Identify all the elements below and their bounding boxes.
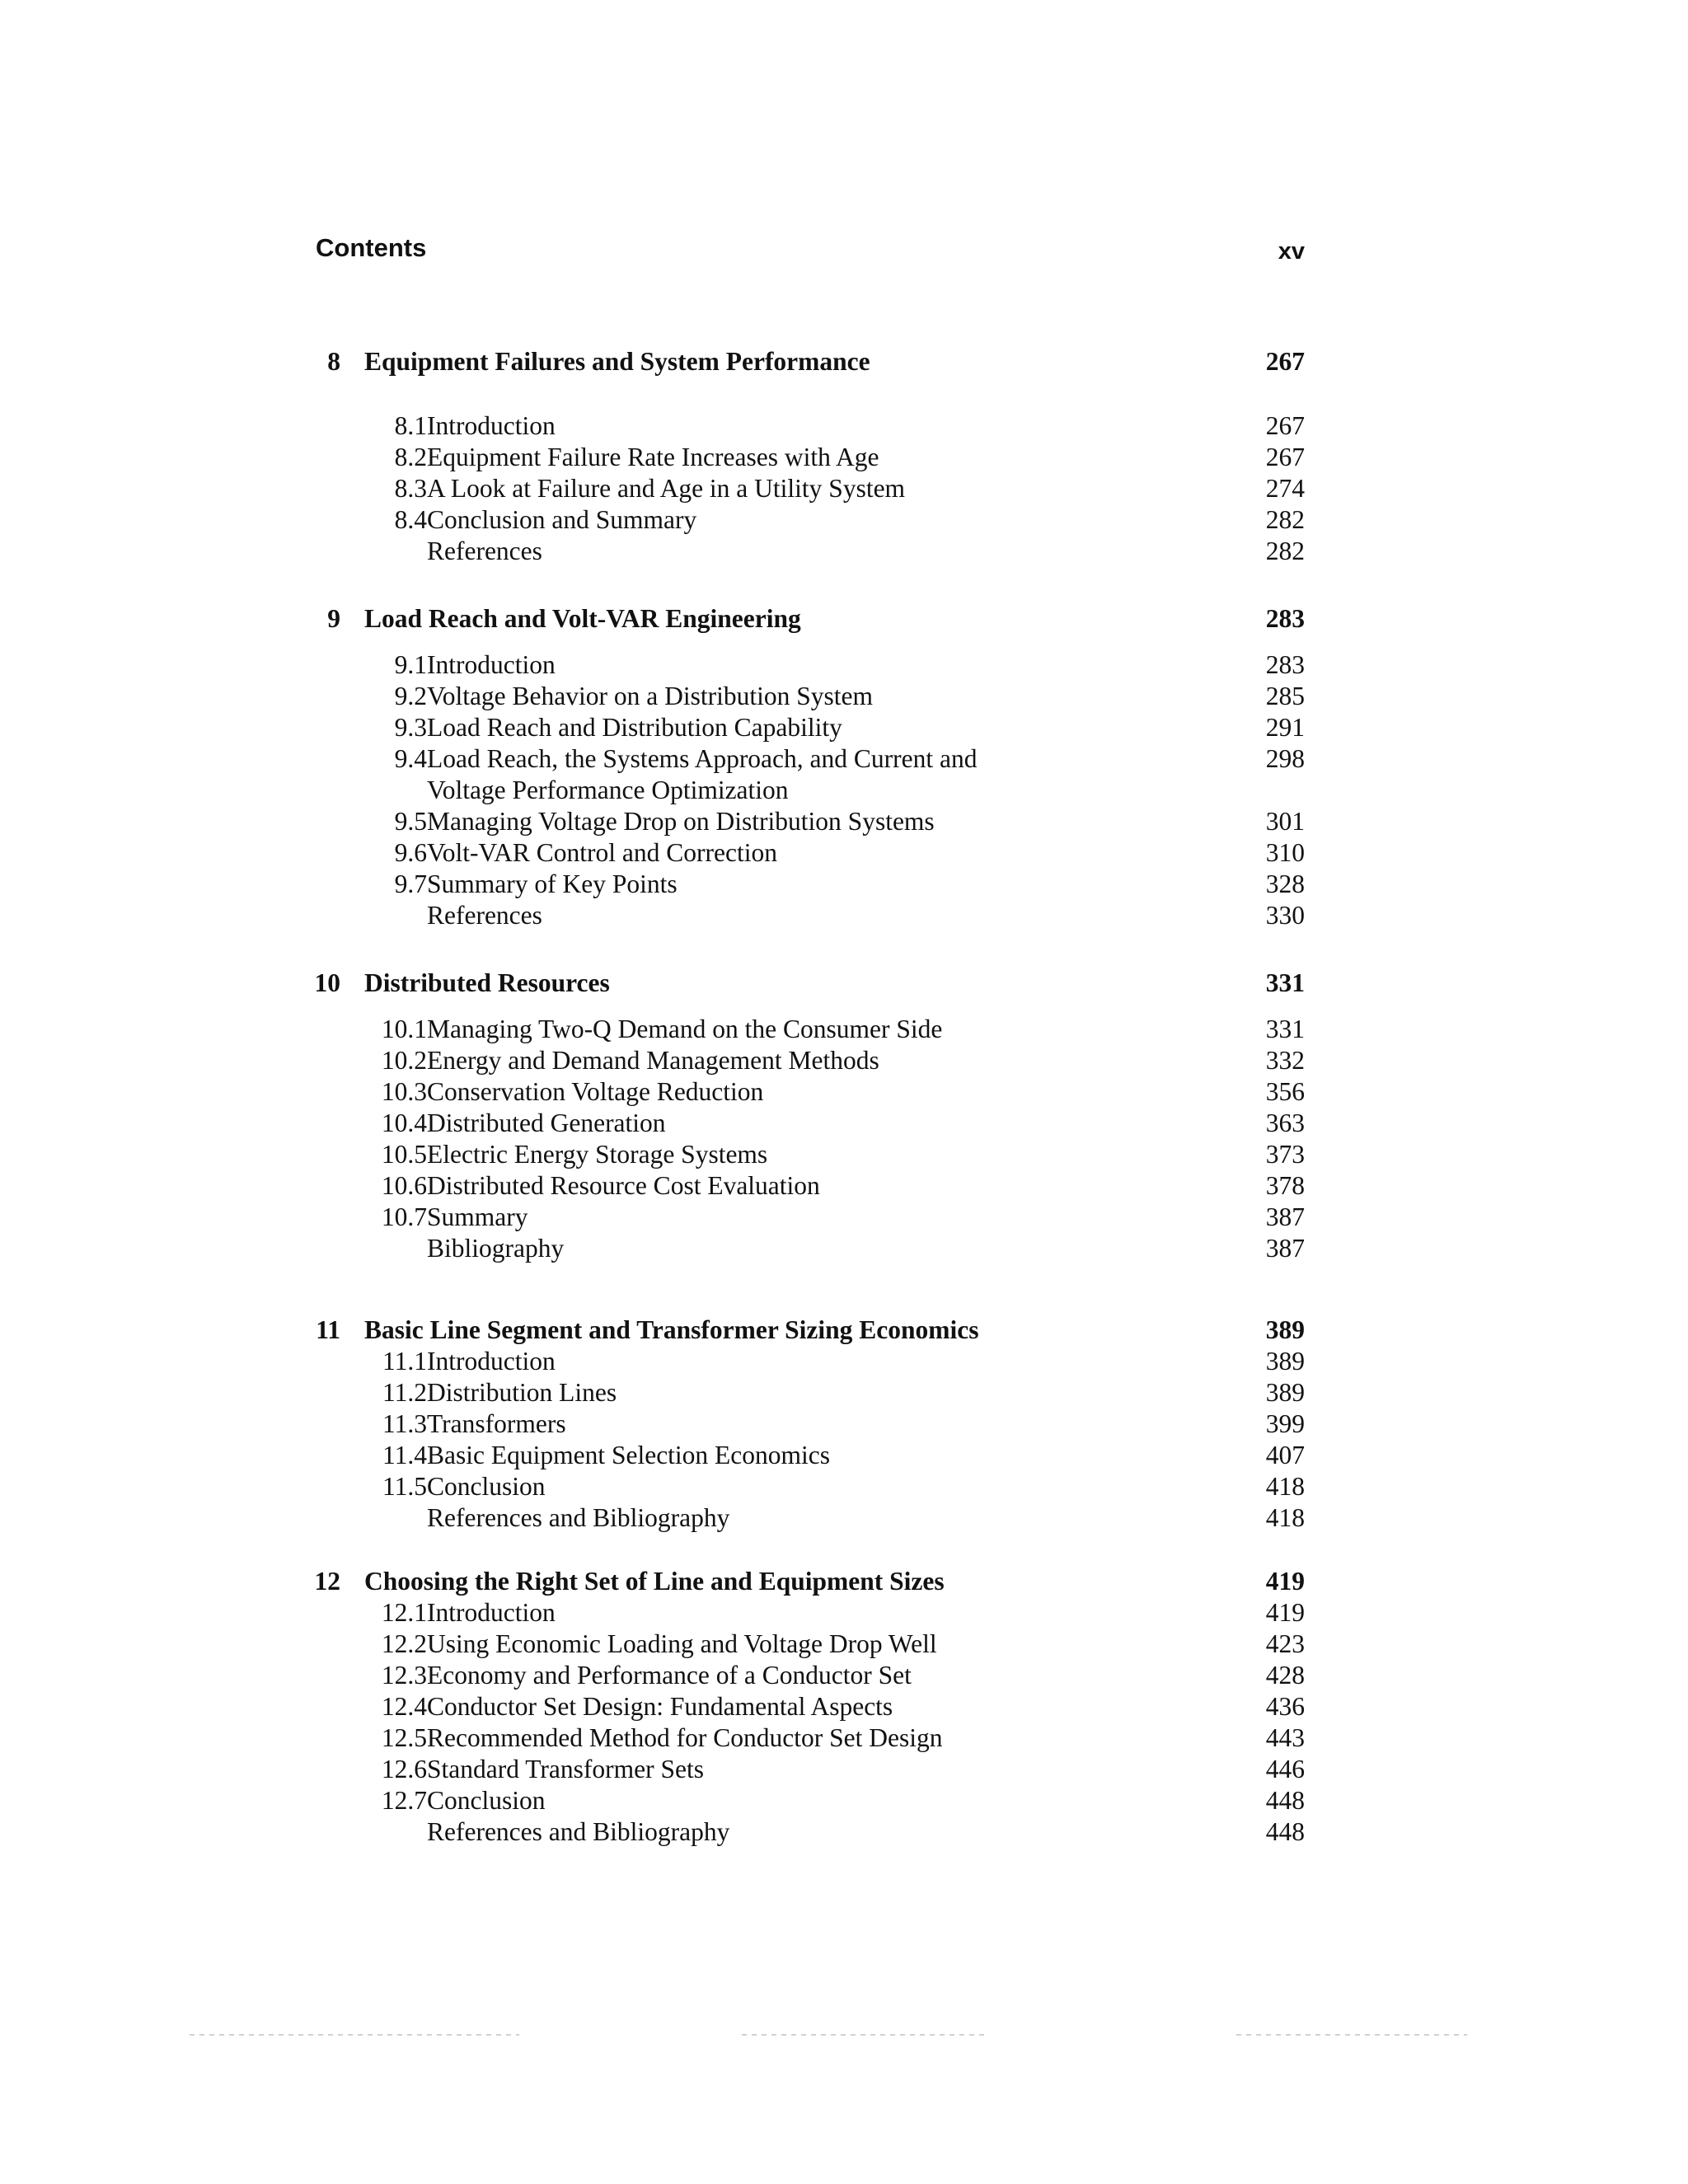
toc-section-entry[interactable]	[316, 1785, 1305, 1816]
section-page-number: 331	[1265, 1015, 1305, 1043]
section-number: 10.5	[381, 1140, 427, 1169]
toc-section-entry[interactable]	[316, 837, 1305, 869]
chapter-page-number: 419	[1265, 1567, 1305, 1596]
section-title: Conservation Voltage Reduction	[427, 1077, 764, 1106]
section-number: 11.4	[382, 1441, 427, 1469]
section-page-number: 418	[1265, 1472, 1305, 1501]
section-page-number: 363	[1265, 1108, 1305, 1137]
section-number: 9.5	[394, 807, 427, 836]
section-number: 10.3	[381, 1077, 427, 1106]
section-number: 12.1	[381, 1598, 427, 1627]
toc-section-entry[interactable]	[316, 442, 1305, 473]
toc-section-entry[interactable]	[316, 1597, 1305, 1629]
section-title: References	[427, 901, 542, 930]
toc-section-entry[interactable]	[316, 1660, 1305, 1691]
section-number: 12.2	[381, 1629, 427, 1658]
section-page-number: 389	[1265, 1378, 1305, 1407]
section-number: 11.5	[382, 1472, 427, 1501]
toc-section-entry[interactable]	[316, 473, 1305, 504]
toc-section-list	[316, 649, 1305, 931]
scan-artifact-line	[742, 2034, 989, 2036]
toc-section-list	[316, 1014, 1305, 1264]
section-page-number: 418	[1265, 1503, 1305, 1532]
chapter-number: 9	[327, 604, 340, 633]
section-title: Summary	[427, 1202, 528, 1231]
section-number: 12.4	[381, 1692, 427, 1721]
toc-chapter	[314, 1566, 1305, 1846]
section-title: Electric Energy Storage Systems	[427, 1140, 768, 1169]
toc-section-entry[interactable]	[316, 712, 1305, 743]
section-page-number: 443	[1265, 1723, 1305, 1752]
section-page-number: 423	[1265, 1629, 1305, 1658]
toc-section-entry[interactable]	[316, 1722, 1305, 1754]
toc-section-entry[interactable]	[316, 1346, 1305, 1377]
toc-chapter-heading[interactable]	[316, 1566, 1305, 1597]
section-page-number: 387	[1265, 1202, 1305, 1231]
section-page-number: 291	[1265, 713, 1305, 742]
scan-artifact-line	[1236, 2034, 1467, 2036]
scan-artifact-line	[190, 2034, 519, 2036]
section-page-number: 267	[1265, 443, 1305, 471]
section-page-number: 448	[1265, 1786, 1305, 1815]
chapter-page-number: 389	[1265, 1315, 1305, 1344]
section-page-number: 407	[1265, 1441, 1305, 1469]
section-title: Distribution Lines	[427, 1378, 617, 1407]
toc-section-entry[interactable]	[316, 869, 1305, 900]
section-number: 12.7	[381, 1786, 427, 1815]
section-number: 11.3	[382, 1409, 427, 1438]
section-page-number: 301	[1265, 807, 1305, 836]
section-number: 9.2	[394, 682, 427, 710]
section-number: 9.6	[394, 838, 427, 867]
section-page-number: 330	[1265, 901, 1305, 930]
toc-section-entry[interactable]	[316, 1471, 1305, 1502]
toc-section-entry[interactable]	[316, 806, 1305, 837]
section-title: Basic Equipment Selection Economics	[427, 1441, 831, 1469]
toc-section-entry[interactable]	[316, 1076, 1305, 1108]
section-title: Voltage Behavior on a Distribution System	[427, 682, 873, 710]
section-page-number: 387	[1265, 1234, 1305, 1263]
running-header-page-number: xv	[1278, 238, 1305, 265]
page-header	[316, 233, 1305, 274]
section-number: 12.6	[381, 1755, 427, 1783]
toc-section-list	[316, 1597, 1305, 1848]
section-title: Conclusion and Summary	[427, 505, 697, 534]
section-page-number: 356	[1265, 1077, 1305, 1106]
section-title: Conclusion	[427, 1786, 546, 1815]
toc-section-list	[316, 410, 1305, 567]
section-title: Introduction	[427, 411, 556, 440]
toc-section-entry[interactable]	[316, 504, 1305, 536]
toc-section-entry[interactable]	[316, 1377, 1305, 1408]
toc-chapter-heading[interactable]	[316, 346, 1305, 377]
section-page-number: 267	[1265, 411, 1305, 440]
toc-chapter	[316, 603, 1305, 930]
toc-section-entry[interactable]	[316, 1440, 1305, 1471]
toc-section-entry[interactable]	[316, 1629, 1305, 1660]
section-title: Introduction	[427, 1598, 556, 1627]
toc-section-entry[interactable]	[316, 743, 1305, 806]
section-page-number: 448	[1265, 1817, 1305, 1846]
section-title: Load Reach and Distribution Capability	[427, 713, 842, 742]
running-header-title: Contents	[316, 233, 427, 262]
toc-section-entry[interactable]	[316, 900, 1305, 931]
section-number: 11.1	[382, 1347, 427, 1376]
section-number: 9.1	[394, 650, 427, 679]
section-page-number: 274	[1265, 474, 1305, 503]
toc-section-entry[interactable]	[316, 1108, 1305, 1139]
toc-section-entry[interactable]	[316, 410, 1305, 442]
chapter-number: 8	[327, 347, 340, 376]
section-title: Distributed Generation	[427, 1108, 666, 1137]
section-number: 10.2	[381, 1046, 427, 1075]
section-page-number: 419	[1265, 1598, 1305, 1627]
section-number: 8.4	[394, 505, 427, 534]
section-title: Energy and Demand Management Methods	[427, 1046, 879, 1075]
chapter-title: Distributed Resources	[364, 968, 610, 997]
section-page-number: 282	[1265, 537, 1305, 565]
chapter-title: Choosing the Right Set of Line and Equipment Sizes	[364, 1567, 945, 1596]
chapter-number: 12	[314, 1567, 340, 1596]
toc-section-entry[interactable]	[316, 1408, 1305, 1440]
section-title: A Look at Failure and Age in a Utility System	[427, 474, 906, 503]
chapter-title: Equipment Failures and System Performance	[364, 347, 870, 376]
section-number: 9.3	[394, 713, 427, 742]
section-number: 10.7	[381, 1202, 427, 1231]
section-title: Introduction	[427, 650, 556, 679]
section-page-number: 298	[1265, 744, 1305, 773]
section-title: Using Economic Loading and Voltage Drop Well	[427, 1629, 937, 1658]
section-title: Distributed Resource Cost Evaluation	[427, 1171, 820, 1200]
section-title: Load Reach, the Systems Approach, and Current and Voltage Performance Optimization	[427, 744, 978, 804]
section-title: Transformers	[427, 1409, 566, 1438]
toc-chapter-heading[interactable]	[316, 603, 1305, 635]
toc-section-entry[interactable]	[316, 1754, 1305, 1785]
toc-chapter	[316, 346, 1305, 565]
section-number: 9.7	[394, 869, 427, 898]
section-page-number: 389	[1265, 1347, 1305, 1376]
section-title: References and Bibliography	[427, 1817, 730, 1846]
section-page-number: 332	[1265, 1046, 1305, 1075]
toc-section-entry[interactable]	[316, 1014, 1305, 1045]
section-page-number: 283	[1265, 650, 1305, 679]
toc-chapter	[314, 968, 1305, 1263]
section-number: 11.2	[382, 1378, 427, 1407]
toc-section-entry[interactable]	[316, 536, 1305, 567]
section-title: Managing Voltage Drop on Distribution Systems	[427, 807, 935, 836]
section-title: Recommended Method for Conductor Set Design	[427, 1723, 943, 1752]
section-title: Conductor Set Design: Fundamental Aspects	[427, 1692, 893, 1721]
section-title: References	[427, 537, 542, 565]
section-number: 10.1	[381, 1015, 427, 1043]
section-number: 9.4	[394, 744, 427, 773]
section-title: Bibliography	[427, 1234, 565, 1263]
section-number: 10.4	[381, 1108, 427, 1137]
section-page-number: 428	[1265, 1661, 1305, 1690]
section-title: Volt-VAR Control and Correction	[427, 838, 777, 867]
section-number: 8.2	[394, 443, 427, 471]
section-number: 8.3	[394, 474, 427, 503]
toc-section-entry[interactable]	[316, 1691, 1305, 1722]
section-page-number: 310	[1265, 838, 1305, 867]
toc-section-entry[interactable]	[316, 1816, 1305, 1848]
chapter-title: Load Reach and Volt-VAR Engineering	[364, 604, 801, 633]
section-title: Equipment Failure Rate Increases with Age	[427, 443, 879, 471]
section-title: Introduction	[427, 1347, 556, 1376]
chapter-page-number: 283	[1265, 604, 1305, 633]
toc-section-entry[interactable]	[316, 1139, 1305, 1170]
section-title: Summary of Key Points	[427, 869, 678, 898]
section-number: 12.3	[381, 1661, 427, 1690]
section-page-number: 328	[1265, 869, 1305, 898]
section-title: Conclusion	[427, 1472, 546, 1501]
section-title: Economy and Performance of a Conductor Set	[427, 1661, 912, 1690]
toc-chapter-heading[interactable]	[316, 1315, 1305, 1346]
chapter-page-number: 267	[1265, 347, 1305, 376]
section-title: Managing Two-Q Demand on the Consumer Side	[427, 1015, 943, 1043]
section-page-number: 378	[1265, 1171, 1305, 1200]
chapter-title: Basic Line Segment and Transformer Sizing Economics	[364, 1315, 979, 1344]
toc-section-entry[interactable]	[316, 681, 1305, 712]
chapter-page-number: 331	[1265, 968, 1305, 997]
toc-chapter-heading[interactable]	[316, 968, 1305, 999]
section-page-number: 446	[1265, 1755, 1305, 1783]
section-page-number: 285	[1265, 682, 1305, 710]
section-page-number: 436	[1265, 1692, 1305, 1721]
section-page-number: 373	[1265, 1140, 1305, 1169]
toc-section-entry[interactable]	[316, 1170, 1305, 1202]
section-number: 12.5	[381, 1723, 427, 1752]
section-title: References and Bibliography	[427, 1503, 730, 1532]
toc-section-entry[interactable]	[316, 1233, 1305, 1264]
toc-section-entry[interactable]	[316, 649, 1305, 681]
section-number: 8.1	[394, 411, 427, 440]
toc-chapter	[316, 1315, 1305, 1532]
toc-section-entry[interactable]	[316, 1045, 1305, 1076]
toc-section-list	[316, 1346, 1305, 1534]
section-page-number: 399	[1265, 1409, 1305, 1438]
section-number: 10.6	[381, 1171, 427, 1200]
section-page-number: 282	[1265, 505, 1305, 534]
section-title: Standard Transformer Sets	[427, 1755, 704, 1783]
chapter-number: 10	[314, 968, 340, 997]
toc-section-entry[interactable]	[316, 1202, 1305, 1233]
chapter-number: 11	[316, 1315, 340, 1344]
toc-section-entry[interactable]	[316, 1502, 1305, 1534]
